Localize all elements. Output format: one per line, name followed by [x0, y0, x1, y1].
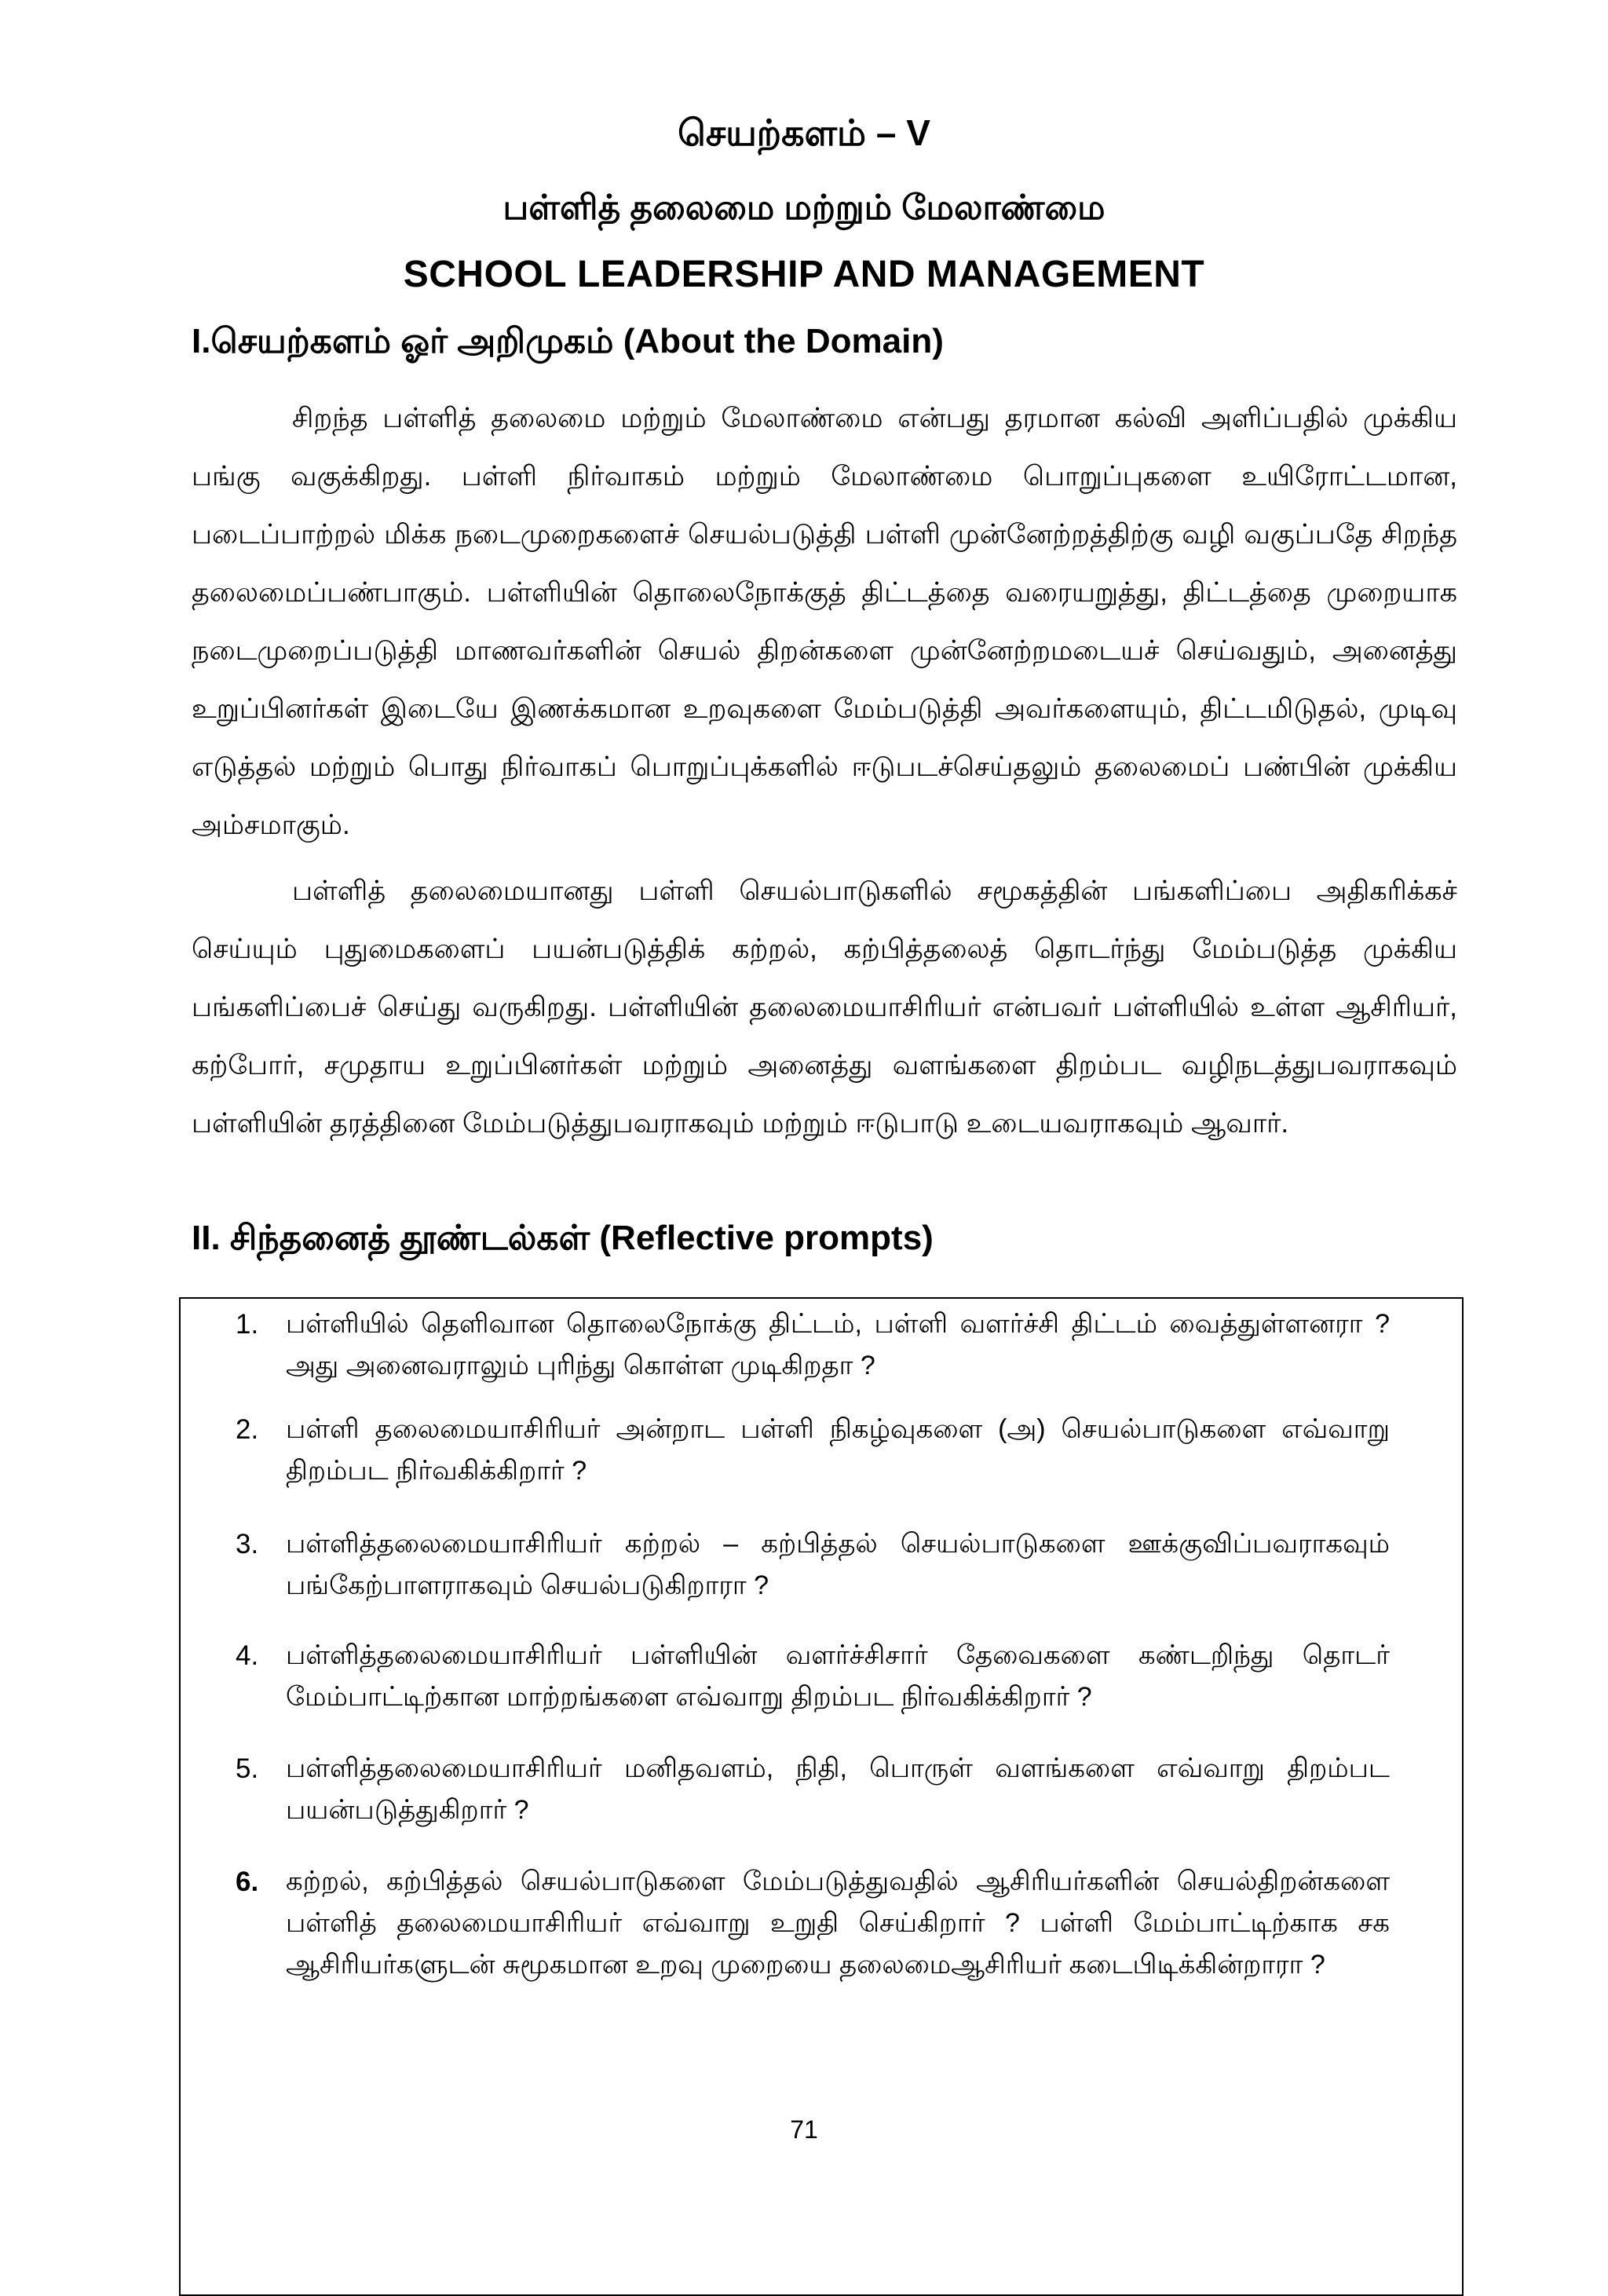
prompt-item: [236, 1861, 1390, 1986]
prompt-item: [236, 1303, 1390, 1387]
tamil-title: பள்ளித் தலைமை மற்றும் மேலாண்மை: [502, 188, 1106, 227]
paragraph-leadership: பள்ளித் தலைமையானது பள்ளி செயல்பாடுகளில் சமூகத்தின் பங்களிப்பை அதிகரிக்கச் செய்யும் புதுமைகளைப் பயன்படுத்திக் கற்றல், கற்பித்தலைத் தொடர்ந்து மேம்படுத்த முக்கிய பங்களிப்பைச் செய்து வருகிறது. பள்ளியின் தலைமையாசிரியர் என்பவர் பள்ளியில் உள்ள ஆசிரியர், கற்போர், சமுதாய உறுப்பினர்கள் மற்றும் அனைத்து வளங்களை திறம்பட வழிநடத்துபவராகவும் பள்ளியின் தரத்தினை மேம்படுத்துபவராகவும் மற்றும் ஈடுபாடு உடையவராகவும் ஆவார்.: [192, 876, 1457, 1139]
prompt-number: 1.: [236, 1309, 259, 1340]
prompt-text: பள்ளியில் தெளிவான தொலைநோக்கு திட்டம், பள்ளி வளர்ச்சி திட்டம் வைத்துள்ளனரா ? அது அனைவராலும் புரிந்து கொள்ள முடிகிறதா ?: [286, 1309, 1390, 1380]
prompt-text: பள்ளி தலைமையாசிரியர் அன்றாட பள்ளி நிகழ்வுகளை (அ) செயல்பாடுகளை எவ்வாறு திறம்பட நிர்வகிக்கிறார் ?: [286, 1414, 1390, 1486]
section-heading-reflective-prompts: II. சிந்தனைத் தூண்டல்கள் (Reflective prompts): [192, 1219, 934, 1257]
prompt-text: கற்றல், கற்பித்தல் செயல்பாடுகளை மேம்படுத்துவதில் ஆசிரியர்களின் செயல்திறன்களை பள்ளித் தலைமையாசிரியர் எவ்வாறு உறுதி செய்கிறார் ? பள்ளி மேம்பாட்டிற்காக சக ஆசிரியர்களுடன் சுமூகமான உறவு முறையை தலைமைஆசிரியர் கடைபிடிக்கின்றாரா ?: [286, 1866, 1390, 1980]
prompt-number: 2.: [236, 1414, 259, 1445]
paragraph-intro: சிறந்த பள்ளித் தலைமை மற்றும் மேலாண்மை என்பது தரமான கல்வி அளிப்பதில் முக்கிய பங்கு வகுக்கிறது. பள்ளி நிர்வாகம் மற்றும் மேலாண்மை பொறுப்புகளை உயிரோட்டமான, படைப்பாற்றல் மிக்க நடைமுறைகளைச் செயல்படுத்தி பள்ளி முன்னேற்றத்திற்கு வழி வகுப்பதே சிறந்த தலைமைப்பண்பாகும். பள்ளியின் தொலைநோக்குத் திட்டத்தை வரையறுத்து, திட்டத்தை முறையாக நடைமுறைப்படுத்தி மாணவர்களின் செயல் திறன்களை முன்னேற்றமடையச் செய்வதும், அனைத்து உறுப்பினர்கள் இடையே இணக்கமான உறவுகளை மேம்படுத்தி அவர்களையும், திட்டமிடுதல், முடிவு எடுத்தல் மற்றும் பொது நிர்வாகப் பொறுப்புக்களில் ஈடுபடச்செய்தலும் தலைமைப் பண்பின் முக்கிய அம்சமாகும்.: [192, 403, 1457, 840]
page-number: 71: [790, 2115, 818, 2144]
domain-title: செயற்களம் – V: [678, 112, 930, 153]
prompt-number: 6.: [236, 1866, 259, 1897]
english-title: SCHOOL LEADERSHIP AND MANAGEMENT: [403, 254, 1205, 295]
prompt-item: [236, 1748, 1390, 1831]
section-heading-about-domain: I.செயற்களம் ஓர் அறிமுகம் (About the Domain): [192, 322, 944, 360]
prompt-number: 4.: [236, 1640, 259, 1671]
prompt-text: பள்ளித்தலைமையாசிரியர் பள்ளியின் வளர்ச்சிசார் தேவைகளை கண்டறிந்து தொடர் மேம்பாட்டிற்கான மாற்றங்களை எவ்வாறு திறம்பட நிர்வகிக்கிறார் ?: [286, 1640, 1390, 1712]
prompt-number: 5.: [236, 1753, 259, 1784]
reflective-prompts-box: [179, 1297, 1464, 2296]
prompt-item: [236, 1523, 1390, 1607]
prompt-item: [236, 1635, 1390, 1718]
prompt-item: [236, 1409, 1390, 1492]
prompt-text: பள்ளித்தலைமையாசிரியர் மனிதவளம், நிதி, பொருள் வளங்களை எவ்வாறு திறம்பட பயன்படுத்துகிறார் ?: [286, 1753, 1390, 1825]
prompt-text: பள்ளித்தலைமையாசிரியர் கற்றல் – கற்பித்தல் செயல்பாடுகளை ஊக்குவிப்பவராகவும் பங்கேற்பாளராகவும் செயல்படுகிறாரா ?: [286, 1529, 1390, 1600]
prompt-number: 3.: [236, 1529, 259, 1559]
